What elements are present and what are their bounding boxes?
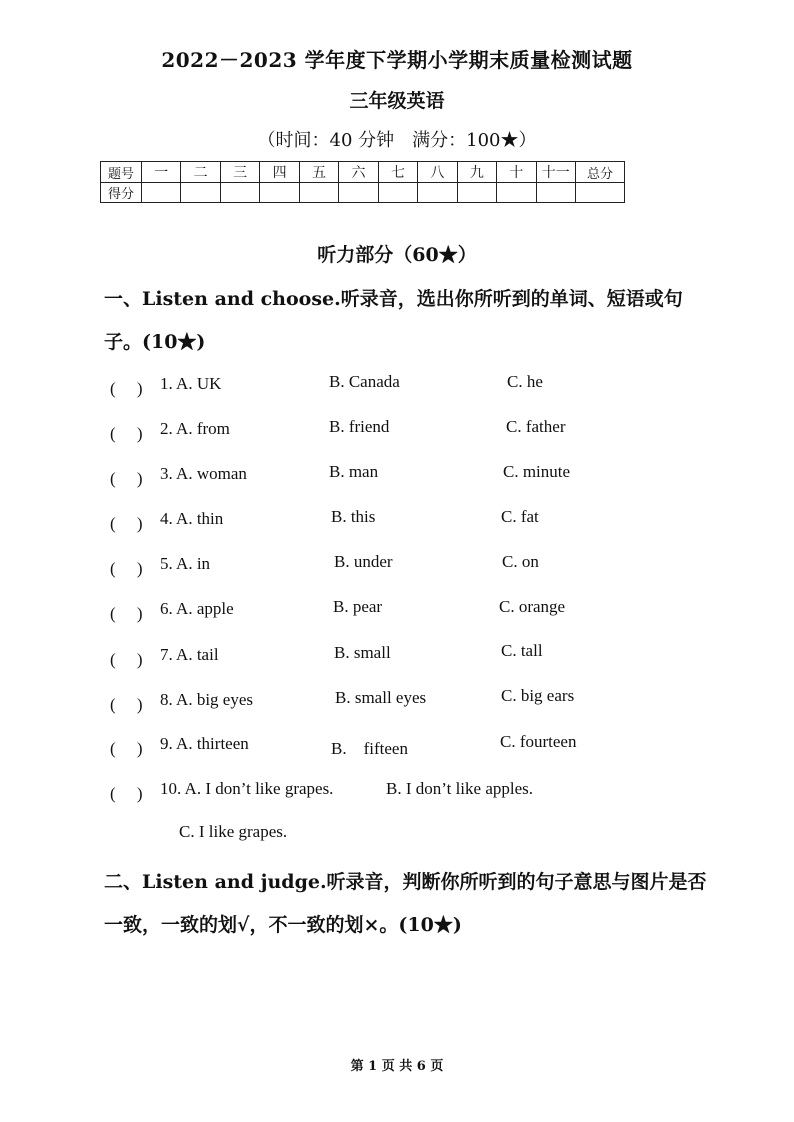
score-cell xyxy=(299,183,338,203)
answer-blank[interactable]: ( ) xyxy=(110,379,143,398)
option-b: B. under xyxy=(334,552,393,571)
score-col-9: 九 xyxy=(457,162,496,183)
option-c: C. minute xyxy=(503,462,571,481)
option-a: 2. A. from xyxy=(160,419,230,438)
answer-blank[interactable]: ( ) xyxy=(110,469,143,488)
option-a: 6. A. apple xyxy=(160,599,234,618)
score-table-score-row xyxy=(101,183,625,203)
score-row-label: 得分 xyxy=(101,183,142,203)
exam-subtitle: 三年级英语 xyxy=(349,90,445,112)
page-footer: 第 1 页 共 6 页 xyxy=(350,1059,444,1074)
score-cell xyxy=(260,183,299,203)
option-c: C. I like grapes. xyxy=(179,822,288,841)
answer-blank[interactable]: ( ) xyxy=(110,650,143,669)
option-c: C. orange xyxy=(499,597,566,616)
score-cell xyxy=(142,183,181,203)
score-table-header-row xyxy=(101,162,625,183)
option-c: C. tall xyxy=(501,641,543,660)
option-b: B. Canada xyxy=(329,372,400,391)
option-b: B. small eyes xyxy=(335,688,427,707)
option-a: 5. A. in xyxy=(160,554,211,573)
score-col-4: 四 xyxy=(260,162,299,183)
score-cell xyxy=(220,183,259,203)
option-c: C. big ears xyxy=(501,686,575,705)
listening-section-heading: 听力部分（60★） xyxy=(317,244,477,266)
option-a: 4. A. thin xyxy=(160,509,224,528)
option-b: B. small xyxy=(334,643,391,662)
score-cell xyxy=(378,183,417,203)
score-col-1: 一 xyxy=(142,162,181,183)
question-number-label: 题号 xyxy=(101,162,142,183)
part1-title-line1: 一、Listen and choose.听录音，选出你所听到的单词、短语或句 xyxy=(104,288,683,310)
score-table xyxy=(100,161,625,203)
time-and-score-info: （时间：40 分钟 满分：100★） xyxy=(257,130,537,151)
option-a: 9. A. thirteen xyxy=(160,734,249,753)
option-b: B. this xyxy=(331,507,376,526)
score-col-11: 十一 xyxy=(536,162,575,183)
option-b: B. pear xyxy=(333,597,383,616)
exam-title: 2022－2023 学年度下学期小学期末质量检测试题 xyxy=(161,48,633,72)
option-b: B. I don’t like apples. xyxy=(386,779,533,798)
score-col-3: 三 xyxy=(220,162,259,183)
option-c: C. fourteen xyxy=(500,732,577,751)
score-cell xyxy=(497,183,536,203)
total-score-label: 总分 xyxy=(576,162,625,183)
option-a: 7. A. tail xyxy=(160,645,219,664)
score-col-8: 八 xyxy=(418,162,457,183)
score-cell xyxy=(418,183,457,203)
option-c: C. fat xyxy=(501,507,539,526)
answer-blank[interactable]: ( ) xyxy=(110,514,143,533)
score-col-2: 二 xyxy=(181,162,220,183)
answer-blank[interactable]: ( ) xyxy=(110,739,143,758)
answer-blank[interactable]: ( ) xyxy=(110,784,143,803)
score-col-6: 六 xyxy=(339,162,378,183)
option-c: C. father xyxy=(506,417,566,436)
option-b: B. fifteen xyxy=(331,739,408,758)
part2-title-line1: 二、Listen and judge.听录音，判断你所听到的句子意思与图片是否 xyxy=(104,871,707,893)
score-cell xyxy=(339,183,378,203)
score-col-7: 七 xyxy=(378,162,417,183)
answer-blank[interactable]: ( ) xyxy=(110,424,143,443)
score-cell xyxy=(181,183,220,203)
answer-blank[interactable]: ( ) xyxy=(110,604,143,623)
option-c: C. he xyxy=(507,372,543,391)
score-col-5: 五 xyxy=(299,162,338,183)
option-c: C. on xyxy=(502,552,539,571)
score-cell xyxy=(457,183,496,203)
option-a: 3. A. woman xyxy=(160,464,247,483)
option-a: 1. A. UK xyxy=(160,374,222,393)
part2-title-line2: 一致，一致的划√，不一致的划×。(10★) xyxy=(104,914,462,936)
option-b: B. friend xyxy=(329,417,390,436)
part1-title-line2: 子。(10★) xyxy=(104,331,206,353)
option-a: 8. A. big eyes xyxy=(160,690,254,709)
score-cell xyxy=(536,183,575,203)
score-col-10: 十 xyxy=(497,162,536,183)
answer-blank[interactable]: ( ) xyxy=(110,559,143,578)
answer-blank[interactable]: ( ) xyxy=(110,695,143,714)
total-score-cell xyxy=(576,183,625,203)
option-a: 10. A. I don’t like grapes. xyxy=(160,779,334,798)
option-b: B. man xyxy=(329,462,379,481)
